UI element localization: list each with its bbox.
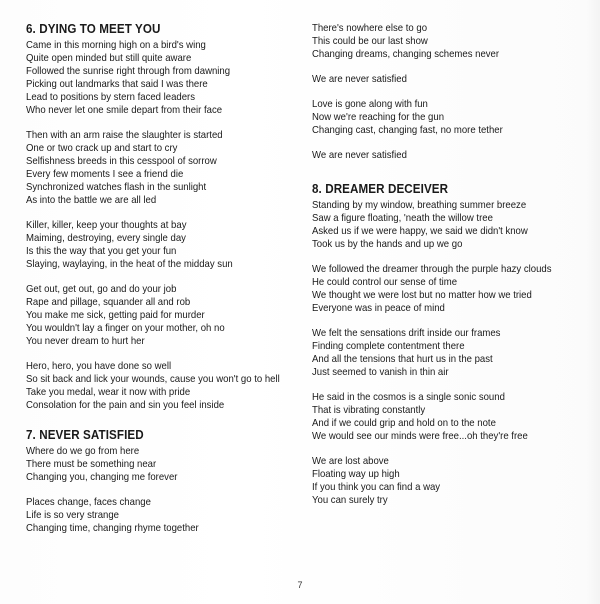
lyric-line: Quite open minded but still quite aware bbox=[26, 53, 192, 64]
lyric-line: Lead to positions by stern faced leaders bbox=[26, 92, 195, 103]
lyric-line: Now we're reaching for the gun bbox=[312, 112, 445, 123]
stanza bbox=[312, 149, 582, 162]
lyric-line: Where do we go from here bbox=[26, 446, 140, 457]
right-column bbox=[312, 22, 582, 519]
lyric-line: You never dream to hurt her bbox=[26, 336, 145, 347]
lyric-line: Standing by my window, breathing summer breeze bbox=[312, 200, 527, 211]
lyric-line: Love is gone along with fun bbox=[312, 99, 428, 110]
lyric-line: Killer, killer, keep your thoughts at bay bbox=[26, 220, 187, 231]
lyric-line: Everyone was in peace of mind bbox=[312, 303, 445, 314]
lyric-line: As into the battle we are all led bbox=[26, 195, 157, 206]
stanza bbox=[26, 283, 296, 348]
lyric-line: Followed the sunrise right through from dawning bbox=[26, 66, 231, 77]
lyric-line: Just seemed to vanish in thin air bbox=[312, 367, 449, 378]
song-title: 7. NEVER SATISFIED bbox=[26, 428, 144, 442]
lyric-line: And all the tensions that hurt us in the past bbox=[312, 354, 493, 365]
song-6-dying-to-meet-you bbox=[26, 22, 296, 412]
lyric-line: Floating way up high bbox=[312, 469, 400, 480]
lyric-line: Synchronized watches flash in the sunlight bbox=[26, 182, 207, 193]
stanza bbox=[26, 445, 296, 484]
stanza bbox=[312, 98, 582, 137]
lyric-line: Then with an arm raise the slaughter is started bbox=[26, 130, 223, 141]
lyric-line: Get out, get out, go and do your job bbox=[26, 284, 177, 295]
left-column bbox=[26, 22, 296, 547]
stanza bbox=[312, 391, 582, 443]
lyric-line: There's nowhere else to go bbox=[312, 23, 428, 34]
lyric-line: You make me sick, getting paid for murder bbox=[26, 310, 205, 321]
song-continued bbox=[312, 22, 582, 162]
lyric-line: Take you medal, wear it now with pride bbox=[26, 387, 191, 398]
lyric-line: And if we could grip and hold on to the note bbox=[312, 418, 496, 429]
lyric-line: Finding complete contentment there bbox=[312, 341, 465, 352]
lyric-line: We thought we were lost but no matter how we tried bbox=[312, 290, 532, 301]
lyric-line: Is this the way that you get your fun bbox=[26, 246, 177, 257]
lyric-line: He said in the cosmos is a single sonic sound bbox=[312, 392, 505, 403]
lyric-line: That is vibrating constantly bbox=[312, 405, 426, 416]
lyric-line: Changing cast, changing fast, no more tether bbox=[312, 125, 503, 136]
lyric-line: One or two crack up and start to cry bbox=[26, 143, 178, 154]
lyric-line: Who never let one smile depart from their face bbox=[26, 105, 223, 116]
lyric-line: You can surely try bbox=[312, 495, 388, 506]
lyric-line: Asked us if we were happy, we said we didn't know bbox=[312, 226, 528, 237]
stanza bbox=[26, 496, 296, 535]
stanza bbox=[26, 360, 296, 412]
lyric-line: If you think you can find a way bbox=[312, 482, 441, 493]
lyric-line: Hero, hero, you have done so well bbox=[26, 361, 172, 372]
lyric-line: He could control our sense of time bbox=[312, 277, 458, 288]
lyric-line: So sit back and lick your wounds, cause you won't go to hell bbox=[26, 374, 280, 385]
lyric-line: Selfishness breeds in this cesspool of sorrow bbox=[26, 156, 217, 167]
song-7-never-satisfied bbox=[26, 428, 296, 535]
lyric-line: There must be something near bbox=[26, 459, 157, 470]
lyric-line: We followed the dreamer through the purple hazy clouds bbox=[312, 264, 552, 275]
lyric-line: We are never satisfied bbox=[312, 150, 407, 161]
lyric-line: Slaying, waylaying, in the heat of the midday sun bbox=[26, 259, 233, 270]
stanza bbox=[312, 455, 582, 507]
stanza bbox=[26, 129, 296, 207]
lyric-line: Took us by the hands and up we go bbox=[312, 239, 463, 250]
stanza bbox=[312, 73, 582, 86]
song-title: 6. DYING TO MEET YOU bbox=[26, 22, 161, 36]
lyric-line: Saw a figure floating, 'neath the willow tree bbox=[312, 213, 493, 224]
song-8-dreamer-deceiver bbox=[312, 182, 582, 507]
lyric-line: Consolation for the pain and sin you feel inside bbox=[26, 400, 225, 411]
lyric-line: We are lost above bbox=[312, 456, 389, 467]
lyric-line: Came in this morning high on a bird's wing bbox=[26, 40, 206, 51]
lyric-line: Changing time, changing rhyme together bbox=[26, 523, 199, 534]
stanza bbox=[312, 22, 582, 61]
stanza bbox=[26, 39, 296, 117]
stanza bbox=[312, 327, 582, 379]
lyric-line: We felt the sensations drift inside our frames bbox=[312, 328, 501, 339]
lyric-line: Maiming, destroying, every single day bbox=[26, 233, 186, 244]
stanza bbox=[312, 263, 582, 315]
lyric-line: We are never satisfied bbox=[312, 74, 407, 85]
lyric-line: We would see our minds were free...oh they're free bbox=[312, 431, 528, 442]
page-number: 7 bbox=[297, 580, 303, 590]
lyric-line: Life is so very strange bbox=[26, 510, 119, 521]
lyric-line: Changing dreams, changing schemes never bbox=[312, 49, 500, 60]
stanza bbox=[26, 219, 296, 271]
lyric-line: You wouldn't lay a finger on your mother, oh no bbox=[26, 323, 225, 334]
song-title: 8. DREAMER DECEIVER bbox=[312, 182, 449, 196]
lyric-line: Every few moments I see a friend die bbox=[26, 169, 184, 180]
lyric-line: Changing you, changing me forever bbox=[26, 472, 178, 483]
lyric-line: This could be our last show bbox=[312, 36, 428, 47]
lyric-line: Picking out landmarks that said I was there bbox=[26, 79, 208, 90]
lyric-line: Places change, faces change bbox=[26, 497, 151, 508]
page-edge-shadow bbox=[586, 0, 600, 604]
stanza bbox=[312, 199, 582, 251]
lyric-line: Rape and pillage, squander all and rob bbox=[26, 297, 191, 308]
